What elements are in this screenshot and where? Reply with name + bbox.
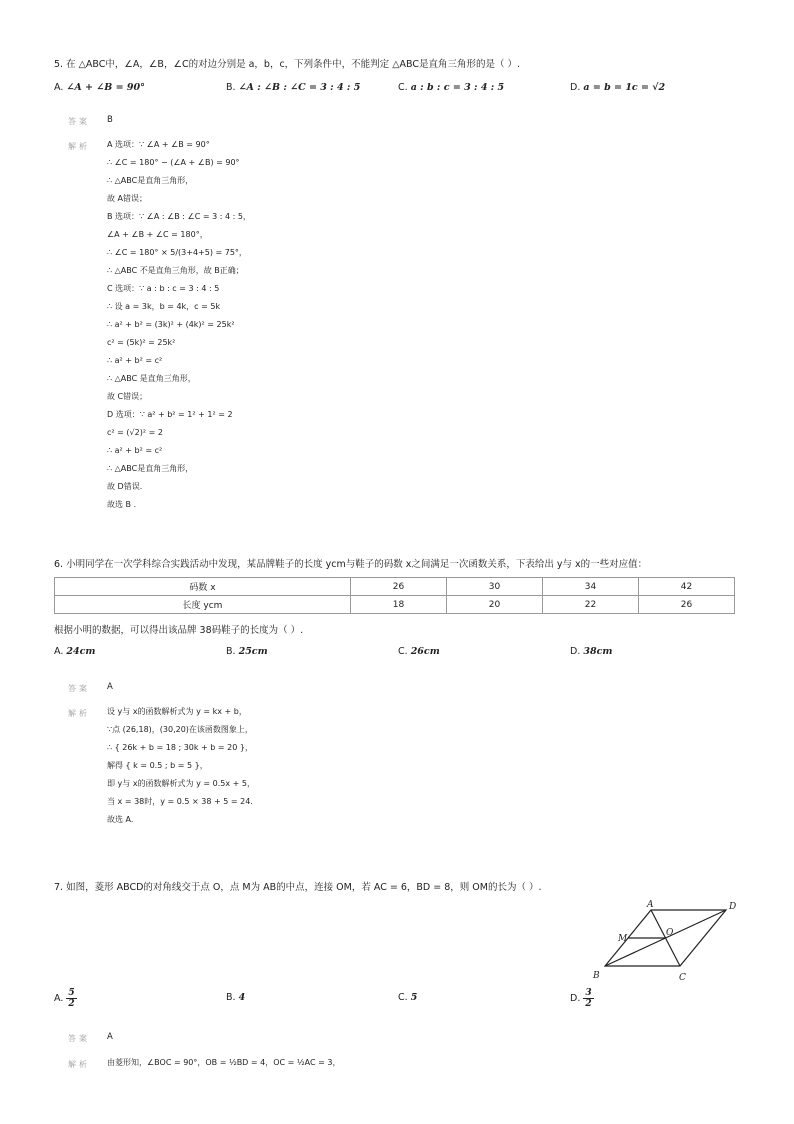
q7-option-c[interactable]: C. 5 (398, 992, 418, 1003)
q5-analysis-line: ∴ 设 a = 3k，b = 4k，c = 5k (107, 302, 221, 311)
vertex-label-b: B (593, 971, 600, 981)
q6-analysis-line: 故选 A. (107, 815, 134, 824)
q5-analysis-line: c² = (√2)² = 2 (107, 428, 163, 437)
q5-analysis-line: ∴ a² + b² = (3k)² + (4k)² = 25k² (107, 320, 235, 329)
q6-analysis-line: 当 x = 38时，y = 0.5 × 38 + 5 = 24. (107, 797, 253, 806)
rhombus-figure (588, 898, 748, 984)
q6-analysis-line: 设 y与 x的函数解析式为 y = kx + b， (107, 707, 247, 716)
q7-option-b[interactable]: B. 4 (226, 992, 246, 1003)
q5-analysis-line: ∴ a² + b² = c² (107, 356, 163, 365)
q5-stem: 5. 在 △ABC中，∠A，∠B，∠C的对边分别是 a，b，c，下列条件中，不能判定 △ABC是直角三角形的是（ ）. (54, 59, 521, 70)
q5-option-a[interactable]: A. ∠A + ∠B = 90° (54, 82, 145, 93)
q5-option-d[interactable]: D. a = b = 1c = √2 (570, 82, 666, 93)
q5-analysis-line: ∴ ∠C = 180° − (∠A + ∠B) = 90° (107, 158, 240, 167)
table-cell: 26 (351, 578, 447, 596)
q6-analysis-label: 解析 (68, 709, 90, 718)
q5-analysis-line: 故选 B . (107, 500, 137, 509)
point-label-o: O (666, 928, 674, 938)
q6-analysis-line: 即 y与 x的函数解析式为 y = 0.5x + 5， (107, 779, 255, 788)
q6-answer-label: 答案 (68, 684, 90, 693)
vertex-label-d: D (729, 902, 737, 912)
q5-analysis-line: ∴ △ABC 不是直角三角形，故 B正确； (107, 266, 244, 275)
q5-analysis-line: 故 D错误. (107, 482, 143, 491)
q5-analysis (107, 136, 251, 514)
q6-analysis-line: ∴ { 26k + b = 18 ; 30k + b = 20 }， (107, 743, 253, 752)
q6-option-d[interactable]: D. 38cm (570, 646, 613, 657)
table-cell: 码数 x (55, 578, 351, 596)
table-row (55, 596, 735, 614)
q5-analysis-line: C 选项：∵ a : b : c = 3 : 4 : 5 (107, 284, 220, 293)
fraction: $\frac{5}{2}$ (68, 988, 75, 1009)
q7-option-a[interactable]: A. $\frac{5}{2}$ (54, 988, 75, 1009)
q5-answer-label: 答案 (68, 117, 90, 126)
vertex-label-a: A (647, 900, 654, 910)
q6-analysis-line: 解得 { k = 0.5 ; b = 5 }， (107, 761, 208, 770)
point-label-m: M (618, 934, 628, 944)
q5-analysis-line: 故 C错误； (107, 392, 148, 401)
q5-analysis-line: 故 A错误； (107, 194, 148, 203)
q5-option-c[interactable]: C. a : b : c = 3 : 4 : 5 (398, 82, 505, 93)
q6-table (54, 577, 735, 614)
q5-analysis-line: c² = (5k)² = 25k² (107, 338, 176, 347)
table-cell: 22 (543, 596, 639, 614)
q5-analysis-line: ∴ △ABC 是直角三角形， (107, 374, 196, 383)
q5-analysis-line: ∴ △ABC是直角三角形， (107, 176, 194, 185)
q6-answer: A (107, 682, 113, 692)
q7-answer-label: 答案 (68, 1034, 90, 1043)
q5-analysis-line: ∴ ∠C = 180° × 5/(3+4+5) = 75°， (107, 248, 247, 257)
q5-analysis-line: D 选项：∵ a² + b² = 1² + 1² = 2 (107, 410, 233, 419)
table-cell: 34 (543, 578, 639, 596)
q6-stem: 6. 小明同学在一次学科综合实践活动中发现，某品牌鞋子的长度 ycm与鞋子的码数 x之间满足一次函数关系，下表给出 y与 x的一些对应值： (54, 559, 648, 570)
q5-analysis-line: ∠A + ∠B + ∠C = 180°， (107, 230, 208, 239)
q5-analysis-line: ∴ a² + b² = c² (107, 446, 163, 455)
q7-option-d[interactable]: D. $\frac{3}{2}$ (570, 988, 592, 1009)
table-cell: 42 (639, 578, 735, 596)
table-cell: 30 (447, 578, 543, 596)
q6-after-text: 根据小明的数据，可以得出该品牌 38码鞋子的长度为（ ）. (54, 625, 304, 636)
table-cell: 26 (639, 596, 735, 614)
table-cell: 18 (351, 596, 447, 614)
q7-stem: 7. 如图，菱形 ABCD的对角线交于点 O，点 M为 AB的中点，连接 OM，若 AC = 6，BD = 8，则 OM的长为（ ）. (54, 882, 542, 893)
q6-analysis-line: ∵点 (26,18)，(30,20)在该函数图象上， (107, 725, 253, 734)
vertex-label-c: C (679, 973, 686, 983)
q5-answer: B (107, 115, 113, 125)
q7-answer: A (107, 1032, 113, 1042)
q5-analysis-line: B 选项：∵ ∠A : ∠B : ∠C = 3 : 4 : 5， (107, 212, 251, 221)
q7-analysis-line: 由菱形知，∠BOC = 90°，OB = ½BD = 4，OC = ½AC = 3， (107, 1058, 341, 1067)
table-cell: 长度 ycm (55, 596, 351, 614)
q7-analysis-label: 解析 (68, 1060, 90, 1069)
q7-analysis (107, 1054, 340, 1072)
q5-analysis-line: ∴ △ABC是直角三角形， (107, 464, 194, 473)
fraction: $\frac{3}{2}$ (585, 988, 592, 1009)
table-cell: 20 (447, 596, 543, 614)
q5-analysis-label: 解析 (68, 142, 90, 151)
q6-option-b[interactable]: B. 25cm (226, 646, 268, 657)
q6-analysis (107, 703, 255, 829)
q6-option-c[interactable]: C. 26cm (398, 646, 440, 657)
q5-option-b[interactable]: B. ∠A : ∠B : ∠C = 3 : 4 : 5 (226, 82, 361, 93)
table-row (55, 578, 735, 596)
q5-analysis-line: A 选项：∵ ∠A + ∠B = 90° (107, 140, 210, 149)
q6-option-a[interactable]: A. 24cm (54, 646, 96, 657)
